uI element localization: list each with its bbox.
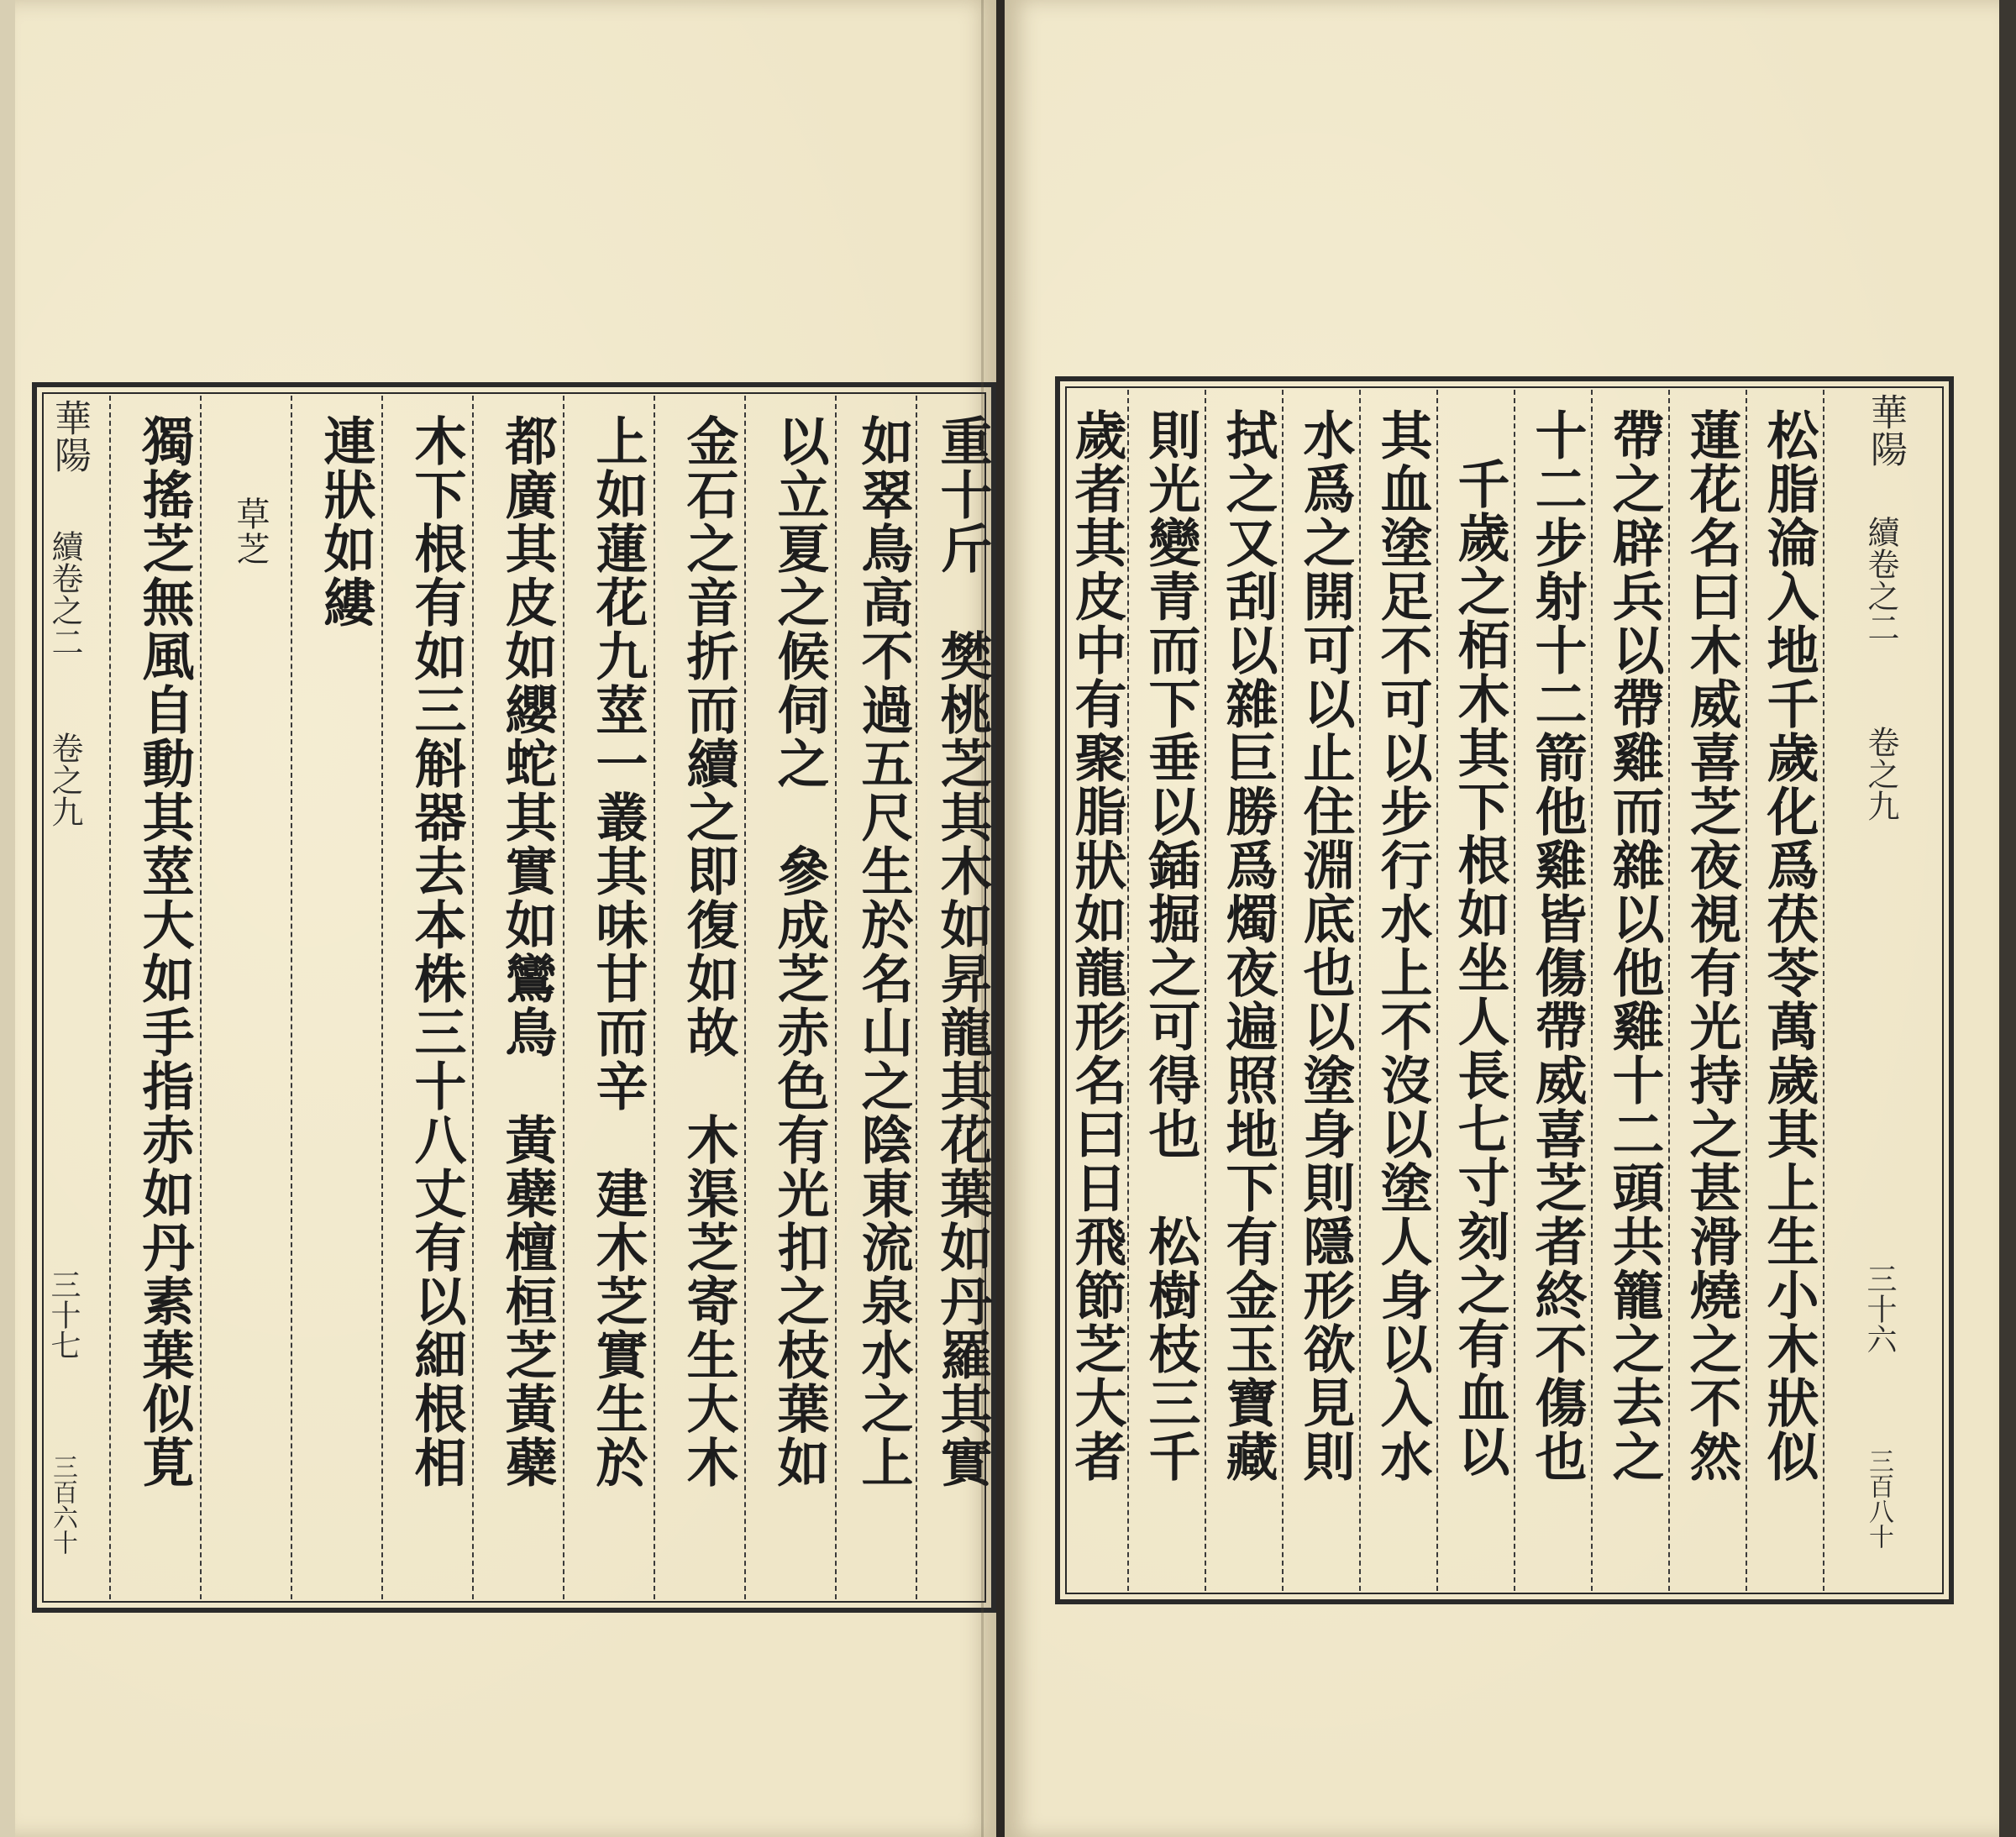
right-bar-juan: 卷之九 [1862,726,1899,821]
right-column-1-text: 松脂淪入地千歲化爲茯苓萬歲其上生小木狀似 [1758,408,1819,1483]
right-column-8-text: 拭之又刮以雜巨勝爲燭夜遍照地下有金玉寶藏 [1217,408,1278,1483]
left-bar-leaf: 三十七 [46,1269,81,1360]
right-column-2-text: 蓮花名曰木威喜芝夜視有光持之甚滑燒之不然 [1681,408,1742,1483]
right-column-10 [1060,390,1127,1591]
right-column-4 [1514,390,1593,1591]
left-page [15,0,996,1837]
left-column-2 [835,396,917,1599]
left-column-4 [654,396,746,1599]
left-column-9-text: 草芝 [231,496,270,567]
right-column-8 [1205,390,1284,1591]
right-center-bar [1823,390,1950,1591]
left-column-6-text: 都廣其皮如纓蛇其實如鸞鳥 黃蘗檀桓芝黃蘗 [496,414,558,1489]
left-column-4-text: 金石之音折而續之即復如故 木渠芝寄生大木 [678,414,739,1489]
right-column-2 [1668,390,1747,1591]
left-column-7-text: 木下根有如三斛器去本株三十八丈有以細根相 [406,414,467,1489]
left-bar-count: 三百六十 [48,1454,77,1555]
right-column-3-text: 帶之辟兵以帶雞而雜以他雞十二頭共籠之去之 [1604,408,1665,1483]
right-column-10-text: 歲者其皮中有聚脂狀如龍形名曰日飛節芝大者 [1066,408,1127,1483]
left-bar-juan: 卷之九 [46,732,83,827]
left-column-3 [744,396,837,1599]
left-column-1-text: 重十斤 樊桃芝其木如昇龍其花葉如丹羅其實 [932,414,993,1489]
left-center-bar [37,396,91,1599]
left-text-block [32,382,996,1613]
right-column-6-text: 其血塗足不可以步行水上不沒以塗人身以入水 [1372,408,1433,1483]
right-bar-count: 三百八十 [1864,1448,1893,1549]
left-bar-volume: 續卷之二 [46,530,83,658]
left-column-5 [563,396,655,1599]
right-bar-title: 華陽 [1864,393,1907,467]
right-column-5 [1436,390,1515,1591]
left-bar-title: 華陽 [48,399,91,473]
left-column-7 [381,396,474,1599]
left-column-8 [291,396,383,1599]
left-column-3-text: 以立夏之候伺之 參成芝赤色有光扣之枝葉如 [769,414,830,1489]
right-column-3 [1591,390,1670,1591]
right-column-9 [1127,390,1206,1591]
book-edge [0,0,17,1837]
right-column-4-text: 十二步射十二箭他雞皆傷帶威喜芝者終不傷也 [1526,408,1588,1483]
right-column-7 [1282,390,1361,1591]
right-column-9-text: 則光變青而下垂以鍤掘之可得也 松樹枝三千 [1140,408,1201,1483]
left-column-5-text: 上如蓮花九莖一叢其味甘而辛 建木芝實生於 [587,414,648,1489]
left-column-10 [109,396,202,1599]
right-column-5-text: 千歲之栢木其下根如坐人長七寸刻之有血以 [1449,457,1510,1478]
left-column-6 [472,396,564,1599]
right-column-7-text: 水爲之開可以止住淵底也以塗身則隱形欲見則 [1294,408,1356,1483]
left-column-8-text: 連狀如縷 [315,414,376,629]
right-column-1 [1746,390,1824,1591]
left-column-2-text: 如翠鳥高不過五尺生於名山之陰東流泉水之上 [853,414,914,1489]
right-bar-volume: 續卷之二 [1862,516,1899,643]
right-column-6 [1359,390,1438,1591]
right-page [1005,0,1999,1837]
left-column-10-text: 獨搖芝無風自動其莖大如手指赤如丹素葉似莧 [134,414,195,1489]
book-gutter [996,0,1005,1837]
right-bar-leaf: 三十六 [1862,1263,1897,1354]
left-column-9 [200,396,292,1599]
left-fold-line [981,0,984,1837]
right-text-block [1055,376,1954,1604]
